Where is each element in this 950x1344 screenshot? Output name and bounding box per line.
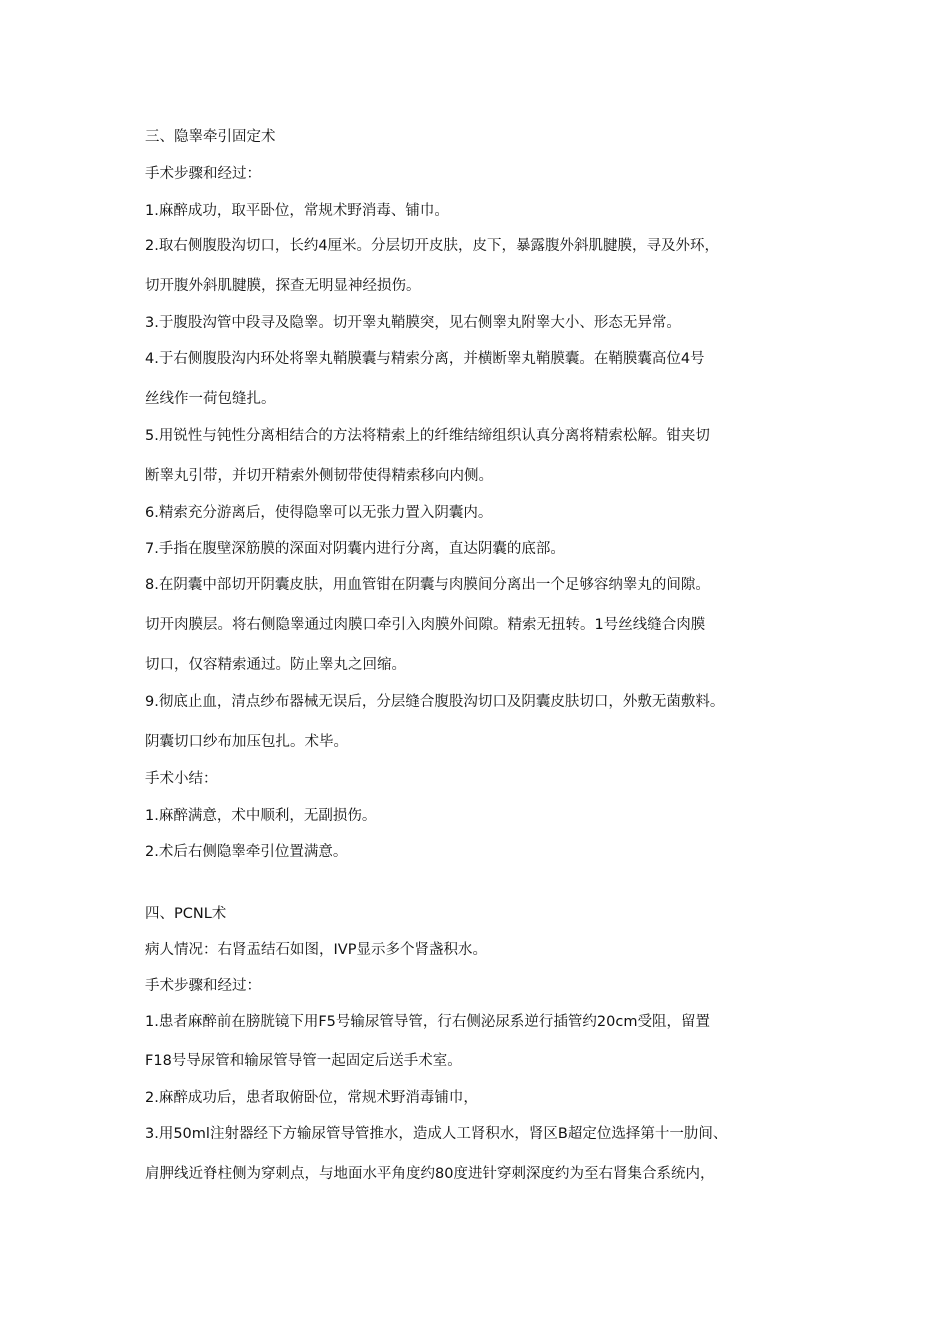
paragraph-line: 2.取右侧腹股沟切口，长约4厘米。分层切开皮肤，皮下，暴露腹外斜肌腱膜，寻及外环， [145,238,720,254]
paragraph-line: 断睾丸引带，并切开精索外侧韧带使得精索移向内侧。 [145,468,493,484]
summary-label: 手术小结： [145,771,218,787]
paragraph-line: 肩胛线近脊柱侧为穿刺点，与地面水平角度约80度进针穿刺深度约为至右肾集合系统内， [145,1166,715,1182]
steps-label: 手术步骤和经过： [145,166,261,182]
paragraph-line: 阴囊切口纱布加压包扎。术毕。 [145,734,348,750]
paragraph-line: 1.麻醉满意，术中顺利，无副损伤。 [145,808,377,824]
paragraph-line: 切口，仅容精索通过。防止睾丸之回缩。 [145,657,406,673]
section-heading: 四、PCNL术 [145,906,227,922]
paragraph-line: 丝线作一荷包缝扎。 [145,391,276,407]
paragraph-line: 1.麻醉成功，取平卧位，常规术野消毒、铺巾。 [145,203,449,219]
paragraph-line: 7.手指在腹壁深筋膜的深面对阴囊内进行分离，直达阴囊的底部。 [145,541,565,557]
paragraph-line: 切开肉膜层。将右侧隐睾通过肉膜口牵引入肉膜外间隙。精索无扭转。1号丝线缝合肉膜 [145,617,706,633]
section-heading: 三、隐睾牵引固定术 [145,129,276,145]
paragraph-line: F18号导尿管和输尿管导管一起固定后送手术室。 [145,1053,462,1069]
patient-info: 病人情况：右肾盂结石如图，IVP显示多个肾盏积水。 [145,942,487,958]
paragraph-line: 8.在阴囊中部切开阴囊皮肤，用血管钳在阴囊与肉膜间分离出一个足够容纳睾丸的间隙。 [145,577,710,593]
paragraph-line: 6.精索充分游离后，使得隐睾可以无张力置入阴囊内。 [145,505,493,521]
paragraph-line: 9.彻底止血，清点纱布器械无误后，分层缝合腹股沟切口及阴囊皮肤切口，外敷无菌敷料。 [145,694,725,710]
paragraph-line: 4.于右侧腹股沟内环处将睾丸鞘膜囊与精索分离，并横断睾丸鞘膜囊。在鞘膜囊高位4号 [145,351,705,367]
paragraph-line: 3.于腹股沟管中段寻及隐睾。切开睾丸鞘膜突，见右侧睾丸附睾大小、形态无异常。 [145,315,681,331]
paragraph-line: 3.用50ml注射器经下方输尿管导管推水，造成人工肾积水，肾区B超定位选择第十一肋间、 [145,1126,728,1142]
steps-label: 手术步骤和经过： [145,978,261,994]
paragraph-line: 2.麻醉成功后，患者取俯卧位，常规术野消毒铺巾， [145,1090,478,1106]
paragraph-line: 5.用锐性与钝性分离相结合的方法将精索上的纤维结缔组织认真分离将精索松解。钳夹切 [145,428,710,444]
paragraph-line: 1.患者麻醉前在膀胱镜下用F5号输尿管导管，行右侧泌尿系逆行插管约20cm受阻，留置 [145,1014,710,1030]
paragraph-line: 2.术后右侧隐睾牵引位置满意。 [145,844,348,860]
paragraph-line: 切开腹外斜肌腱膜，探查无明显神经损伤。 [145,278,421,294]
